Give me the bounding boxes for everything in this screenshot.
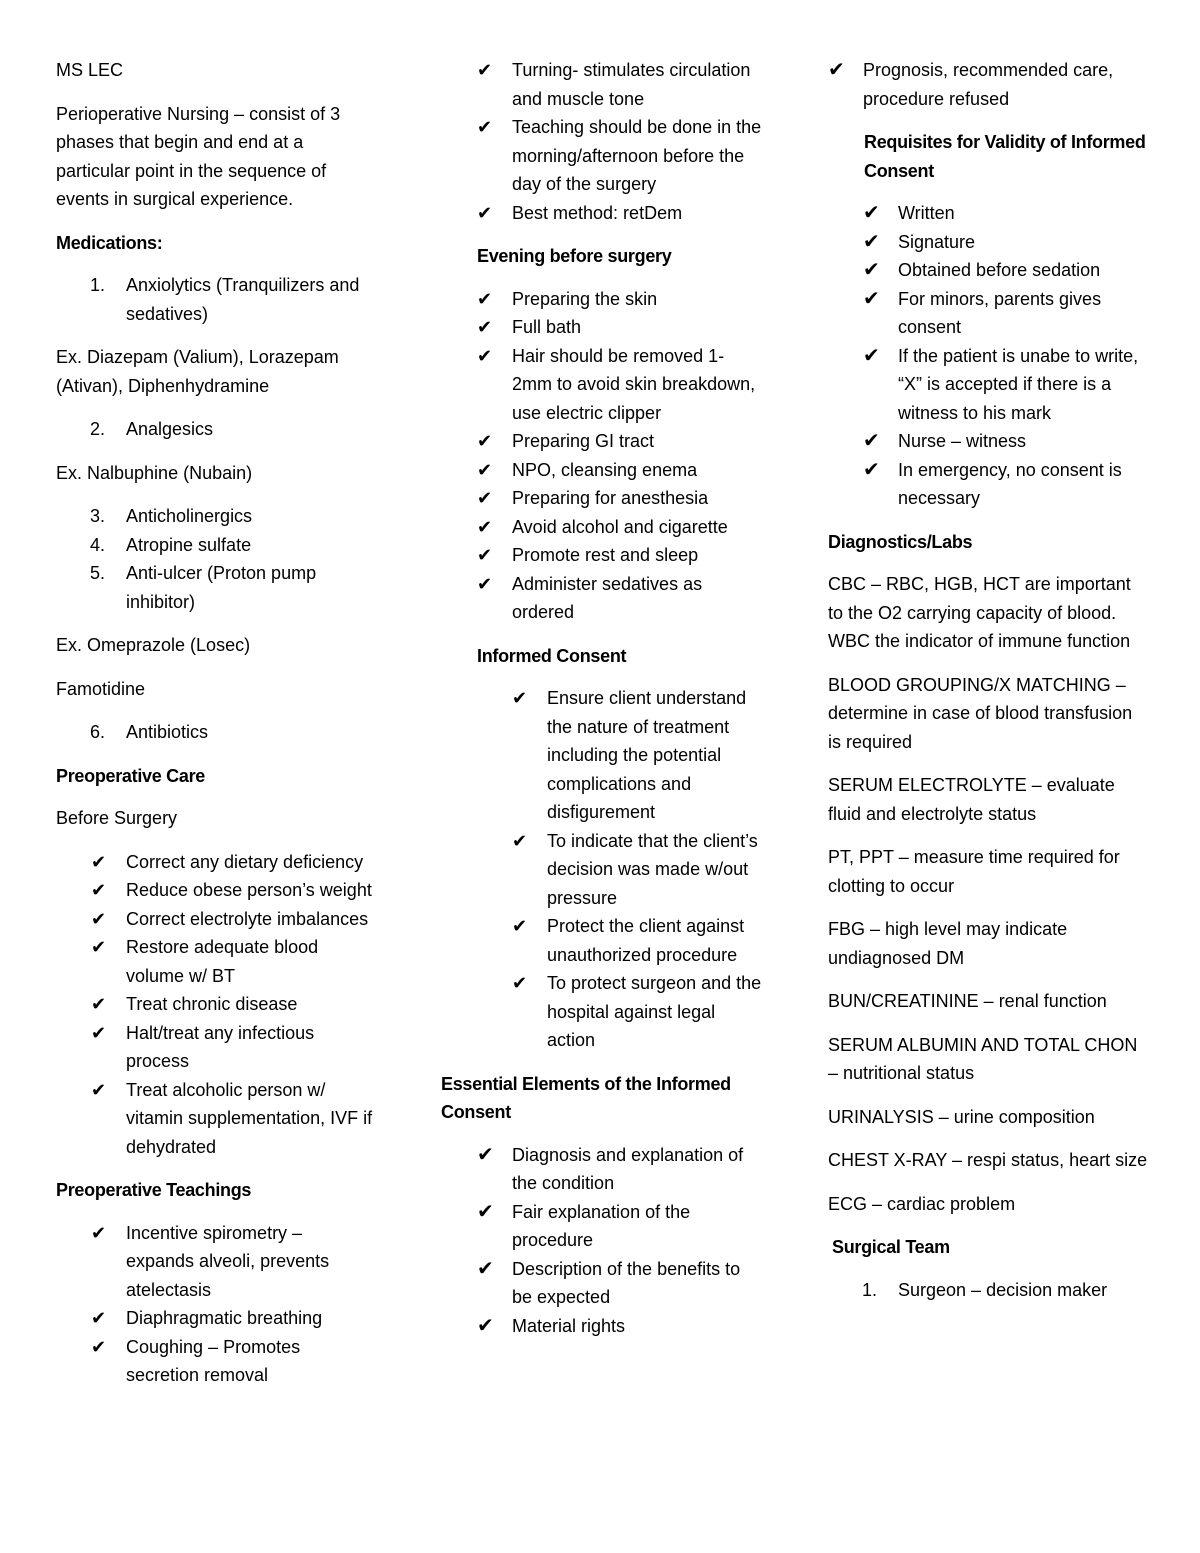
list-item: ✔ Material rights bbox=[477, 1312, 762, 1341]
teachings-heading: Preoperative Teachings bbox=[56, 1180, 252, 1200]
checkmark-icon: ✔ bbox=[477, 459, 493, 480]
diagnostics-heading: Diagnostics/Labs bbox=[828, 531, 973, 552]
checkmark-icon: ✔ bbox=[91, 994, 107, 1014]
list-item: ✔ Preparing for anesthesia bbox=[477, 484, 762, 513]
diagnostic-paragraph: CBC – RBC, HGB, HCT are important to the O2 carrying capacity of blood. WBC the indicator of immune function bbox=[828, 574, 1131, 651]
list-item: ✔ If the patient is unabe to write, “X” is accepted if there is a witness to his mark bbox=[828, 342, 1148, 428]
list-item: ✔ Prognosis, recommended care, procedure refused bbox=[793, 56, 1148, 113]
list-item: ✔ Teaching should be done in the morning/afternoon before the day of the surgery bbox=[477, 113, 762, 199]
list-item: ✔ NPO, cleansing enema bbox=[477, 456, 762, 485]
list-item: ✔ Reduce obese person’s weight bbox=[56, 876, 374, 905]
checkmark-icon: ✔ bbox=[477, 1143, 494, 1166]
diagnostic-paragraph: BLOOD GROUPING/X MATCHING – determine in case of blood transfusion is required bbox=[828, 674, 1133, 752]
list-item: ✔ Signature bbox=[828, 228, 1148, 257]
list-item: ✔ Written bbox=[828, 199, 1148, 228]
list-item: ✔ Preparing the skin bbox=[477, 285, 762, 314]
list-item: ✔ In emergency, no consent is necessary bbox=[828, 456, 1148, 513]
informed-consent-list bbox=[477, 684, 762, 1055]
example-text: Famotidine bbox=[56, 678, 146, 699]
list-item: ✔ Coughing – Promotes secretion removal bbox=[56, 1333, 374, 1390]
list-item: ✔ Preparing GI tract bbox=[477, 427, 762, 456]
checkmark-icon: ✔ bbox=[863, 287, 880, 310]
checkmark-icon: ✔ bbox=[91, 908, 107, 929]
checkmark-icon: ✔ bbox=[477, 317, 493, 337]
medication-list-4 bbox=[56, 718, 374, 747]
checkmark-icon: ✔ bbox=[91, 1336, 107, 1357]
before-surgery-list bbox=[56, 848, 374, 1162]
list-item: ✔ Incentive spirometry – expands alveoli, prevents atelectasis bbox=[56, 1219, 374, 1305]
checkmark-icon: ✔ bbox=[828, 59, 845, 81]
checkmark-icon: ✔ bbox=[91, 937, 107, 957]
medication-list-3 bbox=[56, 502, 374, 616]
list-item: ✔ Protect the client against unauthorized procedure bbox=[477, 912, 762, 969]
checkmark-icon: ✔ bbox=[477, 545, 493, 565]
list-item: 2. Analgesics bbox=[90, 419, 214, 439]
checkmark-icon: ✔ bbox=[477, 288, 493, 309]
list-item: ✔ Obtained before sedation bbox=[828, 256, 1148, 285]
diagnostic-paragraph: CHEST X-RAY – respi status, heart size bbox=[828, 1150, 1148, 1170]
diagnostic-paragraph: PT, PPT – measure time required for clotting to occur bbox=[828, 847, 1120, 896]
checkmark-icon: ✔ bbox=[477, 345, 493, 366]
checkmark-icon: ✔ bbox=[863, 202, 880, 224]
medication-list-2 bbox=[56, 415, 374, 444]
checkmark-icon: ✔ bbox=[477, 1200, 494, 1223]
checkmark-icon: ✔ bbox=[512, 916, 528, 936]
checkmark-icon: ✔ bbox=[477, 573, 493, 594]
checkmark-icon: ✔ bbox=[477, 1314, 494, 1337]
list-item: ✔ Hair should be removed 1-2mm to avoid skin breakdown, use electric clipper bbox=[477, 342, 762, 428]
checkmark-icon: ✔ bbox=[477, 117, 493, 137]
checkmark-icon: ✔ bbox=[863, 458, 880, 481]
checkmark-icon: ✔ bbox=[863, 259, 880, 281]
checkmark-icon: ✔ bbox=[477, 202, 493, 223]
checkmark-icon: ✔ bbox=[477, 516, 493, 537]
checkmark-icon: ✔ bbox=[91, 1308, 107, 1328]
before-surgery-label: Before Surgery bbox=[56, 808, 178, 828]
checkmark-icon: ✔ bbox=[477, 488, 493, 508]
checkmark-icon: ✔ bbox=[512, 973, 528, 993]
checkmark-icon: ✔ bbox=[863, 344, 880, 367]
list-item: ✔ Fair explanation of the procedure bbox=[477, 1198, 762, 1255]
diagnostic-paragraph: URINALYSIS – urine composition bbox=[828, 1106, 1095, 1127]
checkmark-icon: ✔ bbox=[91, 1222, 107, 1243]
list-item: ✔ Diaphragmatic breathing bbox=[56, 1304, 374, 1333]
example-text: Ex. Nalbuphine (Nubain) bbox=[56, 462, 253, 483]
surgical-team-list bbox=[828, 1276, 1148, 1305]
diagnostic-paragraph: FBG – high level may indicate undiagnosed DM bbox=[828, 919, 1068, 968]
validity-heading: Requisites for Validity of Informed Consent bbox=[864, 132, 1146, 181]
column-1 bbox=[56, 56, 374, 1405]
teachings-list bbox=[56, 1219, 374, 1390]
evening-list bbox=[477, 285, 762, 627]
checkmark-icon: ✔ bbox=[477, 60, 493, 80]
list-item: ✔ Correct any dietary deficiency bbox=[56, 848, 374, 877]
surgical-team-heading: Surgical Team bbox=[832, 1237, 950, 1257]
list-item: ✔ For minors, parents gives consent bbox=[828, 285, 1148, 342]
informed-consent-heading: Informed Consent bbox=[477, 645, 627, 666]
column-3 bbox=[828, 56, 1148, 1319]
list-item: ✔ To protect surgeon and the hospital against legal action bbox=[477, 969, 762, 1055]
list-item: ✔ Treat alcoholic person w/ vitamin supplementation, IVF if dehydrated bbox=[56, 1076, 374, 1162]
list-item: ✔ To indicate that the client’s decision was made w/out pressure bbox=[477, 827, 762, 913]
checkmark-icon: ✔ bbox=[91, 851, 107, 872]
essential-elements-heading: Essential Elements of the Informed Consent bbox=[441, 1073, 731, 1122]
checkmark-icon: ✔ bbox=[91, 880, 107, 900]
example-text: Ex. Omeprazole (Losec) bbox=[56, 635, 251, 655]
list-item: 6. Antibiotics bbox=[90, 722, 209, 742]
checkmark-icon: ✔ bbox=[512, 830, 528, 851]
validity-list bbox=[828, 199, 1148, 513]
checkmark-icon: ✔ bbox=[477, 431, 493, 451]
medications-heading: Medications: bbox=[56, 232, 163, 253]
example-text: Ex. Diazepam (Valium), Lorazepam (Ativan), Diphenhydramine bbox=[56, 347, 339, 396]
diagnostic-paragraph: BUN/CREATININE – renal function bbox=[828, 991, 1107, 1011]
list-item: ✔ Avoid alcohol and cigarette bbox=[477, 513, 762, 542]
list-item: ✔ Description of the benefits to be expected bbox=[477, 1255, 762, 1312]
diagnostic-paragraph: SERUM ELECTROLYTE – evaluate fluid and electrolyte status bbox=[828, 775, 1115, 824]
list-item: ✔ Treat chronic disease bbox=[56, 990, 374, 1019]
intro-paragraph: Perioperative Nursing – consist of 3 phases that begin and end at a particular point in the sequence of events in surgical experience. bbox=[56, 103, 341, 209]
essential-elements-list bbox=[477, 1141, 762, 1341]
list-item: ✔ Ensure client understand the nature of treatment including the potential complications and disfigurement bbox=[477, 684, 762, 827]
list-item: ✔ Administer sedatives as ordered bbox=[477, 570, 762, 627]
checkmark-icon: ✔ bbox=[512, 688, 528, 708]
list-item: ✔ Diagnosis and explanation of the condition bbox=[477, 1141, 762, 1198]
list-item: 5. Anti-ulcer (Proton pump inhibitor) bbox=[90, 563, 317, 612]
teachings-list-continued bbox=[477, 56, 762, 227]
checkmark-icon: ✔ bbox=[477, 1257, 494, 1280]
list-item: ✔ Halt/treat any infectious process bbox=[56, 1019, 374, 1076]
list-item: ✔ Promote rest and sleep bbox=[477, 541, 762, 570]
diagnostic-paragraph: ECG – cardiac problem bbox=[828, 1193, 1016, 1214]
diagnostic-paragraph: SERUM ALBUMIN AND TOTAL CHON – nutritional status bbox=[828, 1034, 1138, 1083]
essential-elements-list-continued bbox=[793, 56, 1148, 113]
checkmark-icon: ✔ bbox=[91, 1022, 107, 1043]
list-item: ✔ Best method: retDem bbox=[477, 199, 762, 228]
list-item: 1. Anxiolytics (Tranquilizers and sedatives) bbox=[90, 275, 360, 324]
checkmark-icon: ✔ bbox=[863, 430, 880, 452]
list-item: ✔ Restore adequate blood volume w/ BT bbox=[56, 933, 374, 990]
preop-care-heading: Preoperative Care bbox=[56, 765, 205, 786]
list-item: 3. Anticholinergics bbox=[90, 506, 253, 526]
list-item: ✔ Turning- stimulates circulation and muscle tone bbox=[477, 56, 762, 113]
document-title: MS LEC bbox=[56, 60, 124, 80]
list-item: 1. Surgeon – decision maker bbox=[862, 1279, 1108, 1300]
list-item: ✔ Nurse – witness bbox=[828, 427, 1148, 456]
checkmark-icon: ✔ bbox=[863, 230, 880, 253]
list-item: ✔ Correct electrolyte imbalances bbox=[56, 905, 374, 934]
list-item: ✔ Full bath bbox=[477, 313, 762, 342]
list-item: 4. Atropine sulfate bbox=[90, 534, 252, 555]
column-2 bbox=[441, 56, 762, 1355]
checkmark-icon: ✔ bbox=[91, 1079, 107, 1100]
medication-list-1 bbox=[56, 271, 374, 328]
evening-heading: Evening before surgery bbox=[477, 246, 672, 266]
